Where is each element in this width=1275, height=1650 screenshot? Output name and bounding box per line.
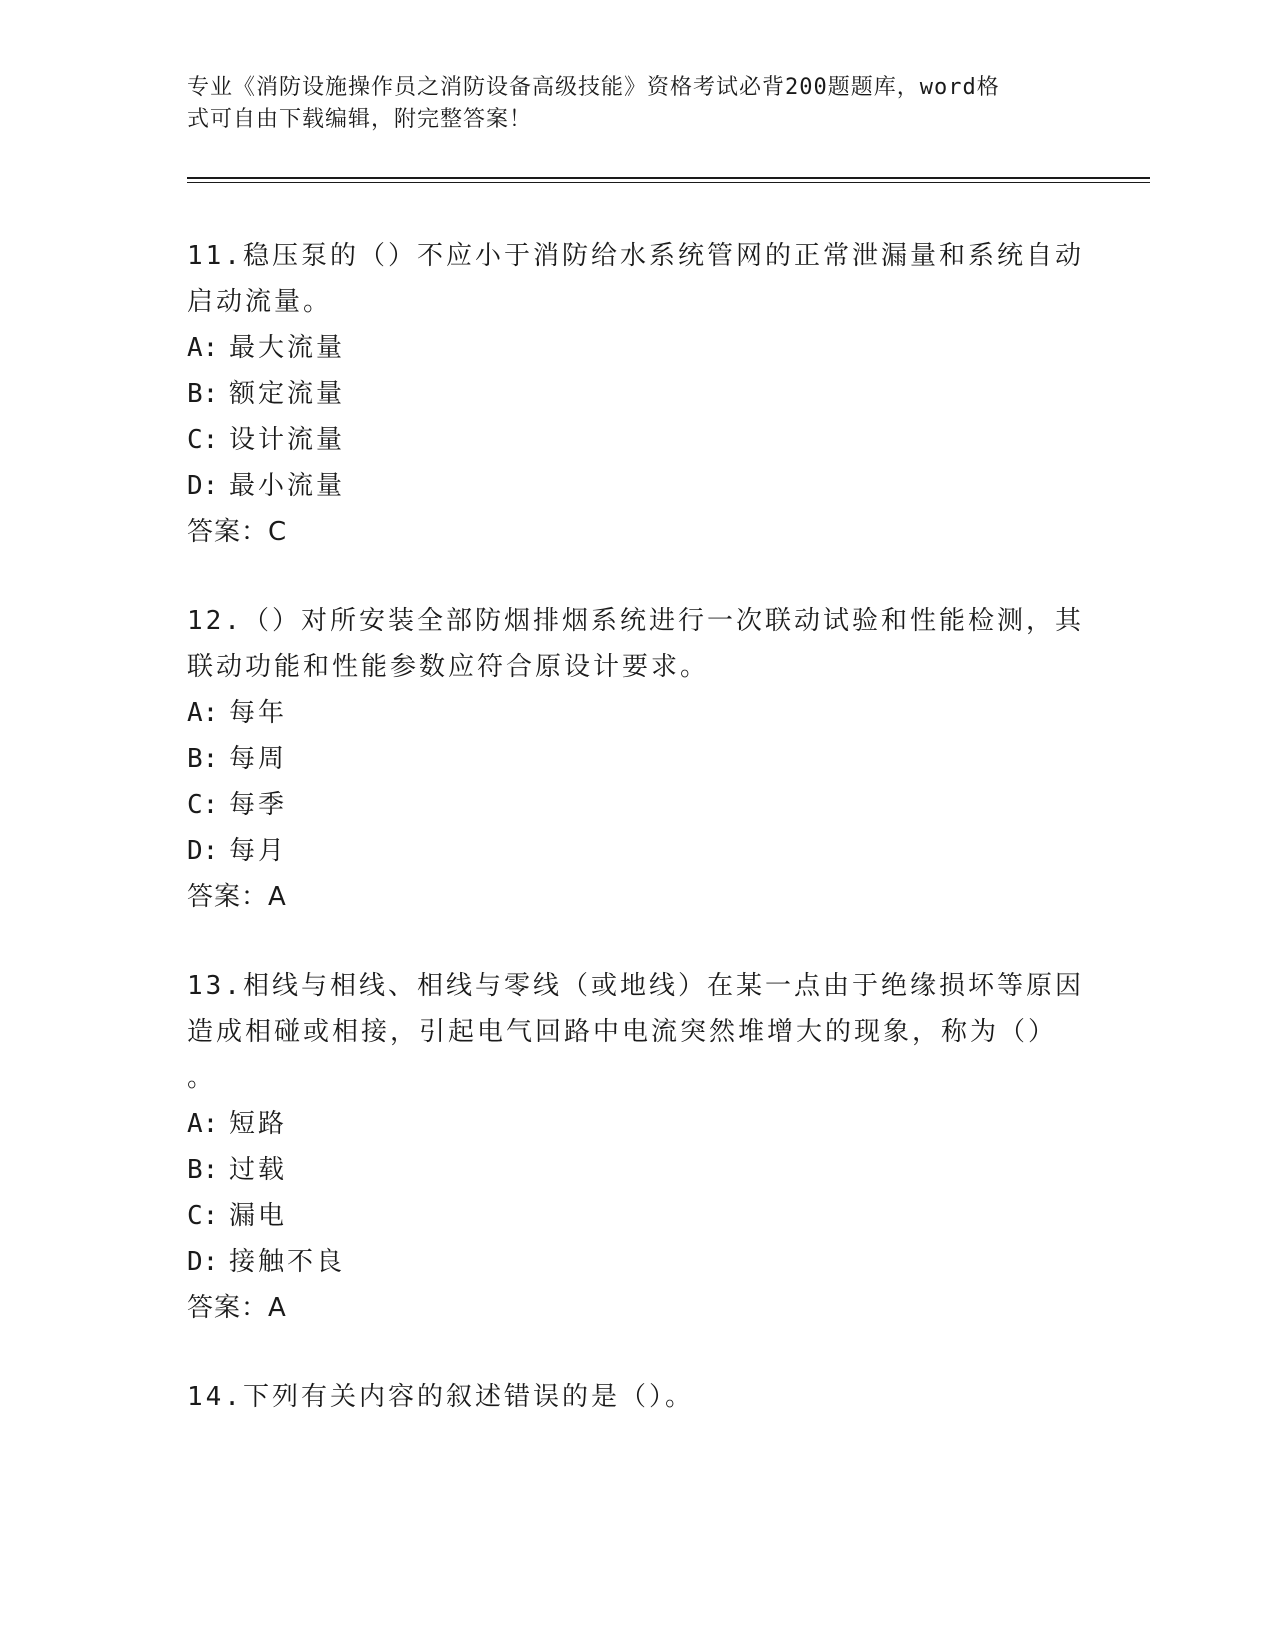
option-d <box>187 1239 1087 1285</box>
option-a <box>187 1101 1087 1147</box>
option-b <box>187 371 1087 417</box>
option-letter: A: <box>187 1109 219 1139</box>
option-letter: B: <box>187 744 219 774</box>
option-c <box>187 1193 1087 1239</box>
option-text: 漏电 <box>229 1201 288 1231</box>
answer-label: 答案：C <box>187 517 288 547</box>
option-text: 最小流量 <box>229 471 346 501</box>
option-letter: C: <box>187 790 219 820</box>
option-text: 每季 <box>229 790 288 820</box>
option-letter: D: <box>187 836 219 866</box>
question-13 <box>187 963 1087 1331</box>
option-letter: C: <box>187 1201 219 1231</box>
option-text: 过载 <box>229 1155 288 1185</box>
header-line-1: 专业《消防设施操作员之消防设备高级技能》资格考试必背200题题库，word格 <box>187 75 1000 100</box>
question-11 <box>187 233 1087 555</box>
question-text-line: 11.稳压泵的（）不应小于消防给水系统管网的正常泄漏量和系统自动 <box>187 241 1084 271</box>
option-a <box>187 325 1087 371</box>
question-12 <box>187 598 1087 920</box>
answer-label: 答案：A <box>187 1293 287 1323</box>
option-text: 每周 <box>229 744 288 774</box>
question-text-line: 13.相线与相线、相线与零线（或地线）在某一点由于绝缘损坏等原因 <box>187 971 1084 1001</box>
question-text-line: 造成相碰或相接，引起电气回路中电流突然堆增大的现象，称为（） <box>187 1017 1058 1047</box>
question-text-line: 12.（）对所安装全部防烟排烟系统进行一次联动试验和性能检测，其 <box>187 606 1084 636</box>
question-14 <box>187 1374 1087 1420</box>
answer-label: 答案：A <box>187 882 287 912</box>
option-text: 设计流量 <box>229 425 346 455</box>
option-letter: C: <box>187 425 219 455</box>
question-text-line: 14.下列有关内容的叙述错误的是（）。 <box>187 1382 694 1412</box>
option-letter: D: <box>187 471 219 501</box>
option-text: 额定流量 <box>229 379 346 409</box>
document-header <box>187 72 1067 136</box>
option-b <box>187 1147 1087 1193</box>
option-letter: B: <box>187 1155 219 1185</box>
question-text-line: 。 <box>187 1063 217 1093</box>
option-letter: D: <box>187 1247 219 1277</box>
option-text: 接触不良 <box>229 1247 346 1277</box>
option-a <box>187 690 1087 736</box>
option-text: 最大流量 <box>229 333 346 363</box>
option-text: 短路 <box>229 1109 288 1139</box>
header-divider-thin <box>187 182 1150 183</box>
header-divider-thick <box>187 177 1150 179</box>
question-text-line: 联动功能和性能参数应符合原设计要求。 <box>187 652 710 682</box>
option-d <box>187 463 1087 509</box>
option-text: 每月 <box>229 836 288 866</box>
option-letter: A: <box>187 698 219 728</box>
option-text: 每年 <box>229 698 288 728</box>
option-b <box>187 736 1087 782</box>
option-letter: B: <box>187 379 219 409</box>
option-c <box>187 417 1087 463</box>
question-text-line: 启动流量。 <box>187 287 333 317</box>
option-d <box>187 828 1087 874</box>
header-line-2: 式可自由下载编辑，附完整答案！ <box>187 107 533 132</box>
option-letter: A: <box>187 333 219 363</box>
option-c <box>187 782 1087 828</box>
